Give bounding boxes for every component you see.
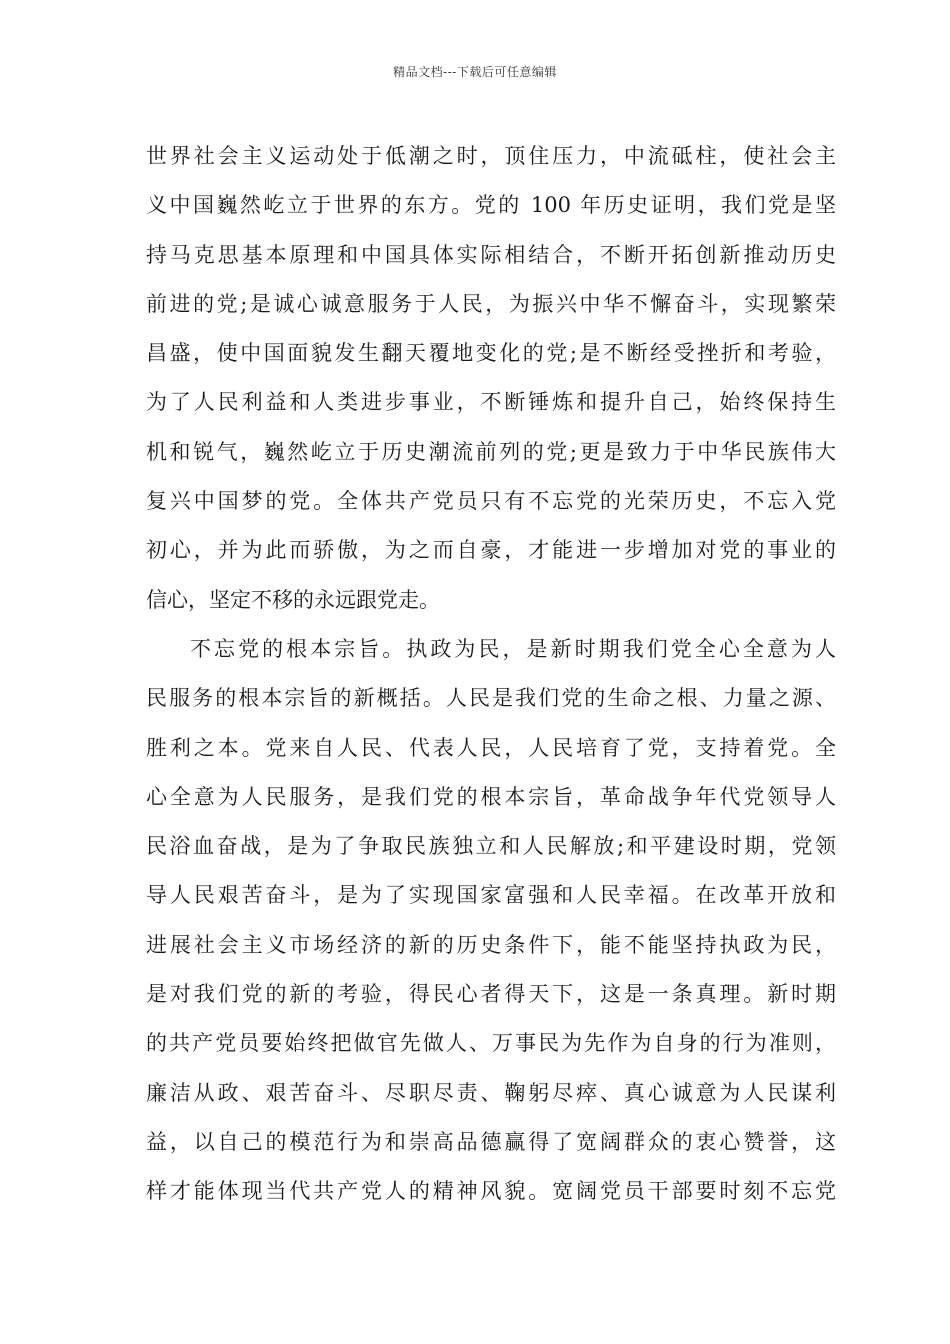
text-line: 为了人民利益和人类进步事业，不断锤炼和提升自己，始终保持生 <box>146 390 836 415</box>
text-line: 样才能体现当代共产党人的精神风貌。宽阔党员干部要时刻不忘党 <box>146 1179 836 1204</box>
text-line: 胜利之本。党来自人民、代表人民，人民培育了党，支持着党。全 <box>146 735 836 760</box>
text-line: 信心，坚定不移的永远跟党走。 <box>146 587 440 612</box>
text-line: 导人民艰苦奋斗，是为了实现国家富强和人民幸福。在改革开放和 <box>146 883 836 908</box>
page-header: 精品文档---下载后可任意编辑 <box>393 65 557 79</box>
text-line: 的共产党员要始终把做官先做人、万事民为先作为自身的行为准则， <box>146 1031 836 1056</box>
text-line: 前进的党;是诚心诚意服务于人民，为振兴中华不懈奋斗，实现繁荣 <box>146 291 836 316</box>
text-line: 初心，并为此而骄傲，为之而自豪，才能进一步增加对党的事业的 <box>146 538 836 563</box>
body-text <box>146 132 836 1217</box>
text-line: 义中国巍然屹立于世界的东方。党的 100 年历史证明，我们党是坚 <box>146 193 836 218</box>
text-line: 是对我们党的新的考验，得民心者得天下，这是一条真理。新时期 <box>146 982 836 1007</box>
text-line: 益，以自己的模范行为和崇高品德赢得了宽阔群众的衷心赞誉，这 <box>146 1129 836 1154</box>
text-line: 廉洁从政、艰苦奋斗、尽职尽责、鞠躬尽瘁、真心诚意为人民谋利 <box>146 1080 836 1105</box>
text-line: 持马克思基本原理和中国具体实际相结合，不断开拓创新推动历史 <box>146 242 836 267</box>
text-line: 心全意为人民服务，是我们党的根本宗旨，革命战争年代党领导人 <box>146 784 836 809</box>
text-line: 机和锐气，巍然屹立于历史潮流前列的党;更是致力于中华民族伟大 <box>146 439 836 464</box>
text-line: 昌盛，使中国面貌发生翻天覆地变化的党;是不断经受挫折和考验， <box>146 341 836 366</box>
text-line: 不忘党的根本宗旨。执政为民，是新时期我们党全心全意为人 <box>190 636 836 661</box>
text-line: 进展社会主义市场经济的新的历史条件下，能不能坚持执政为民， <box>146 932 836 957</box>
text-line: 复兴中国梦的党。全体共产党员只有不忘党的光荣历史，不忘入党 <box>146 489 836 514</box>
text-line: 民浴血奋战，是为了争取民族独立和人民解放;和平建设时期，党领 <box>146 834 836 859</box>
text-line: 世界社会主义运动处于低潮之时，顶住压力，中流砥柱，使社会主 <box>146 144 836 168</box>
text-line: 民服务的根本宗旨的新概括。人民是我们党的生命之根、力量之源、 <box>146 686 836 711</box>
